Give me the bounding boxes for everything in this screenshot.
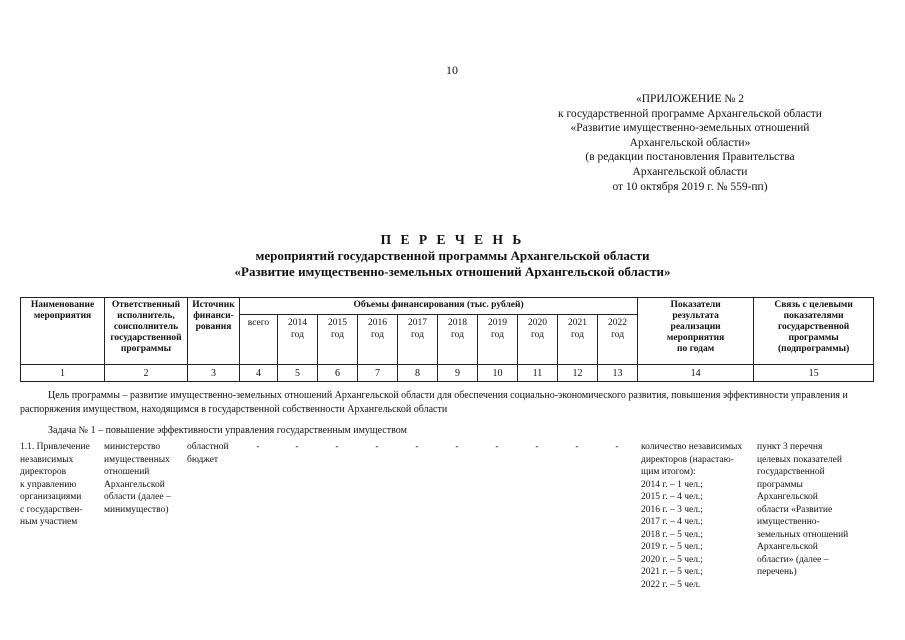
column-number: 13 [598,365,638,382]
column-number: 5 [278,365,318,382]
header-executor: Ответственный исполнитель, соисполнитель государственной программы [105,298,188,365]
program-goal: Цель программы – развитие имущественно-земельных отношений Архангельской области для обеспечения социально-экономического развития, повышения эффективности управления и распоряжения имуществом, находящимся в государственной собственности Архангельской области [20,390,848,415]
appendix-line: к государственной программе Архангельской области [558,107,822,120]
header-name: Наименование мероприятия [21,298,105,365]
measures-table [20,441,873,591]
value-cell: - [335,442,339,452]
header-year: 2016 год [358,315,398,365]
value-cell: - [295,442,299,452]
task-1: Задача № 1 – повышение эффективности управления государственным имуществом [48,425,407,436]
header-financing: Объемы финансирования (тыс. рублей) [240,298,638,315]
column-number-row [21,365,874,382]
column-number: 10 [478,365,518,382]
title-line-1: мероприятий государственной программы Архангельской области [255,248,650,263]
measure-executor: министерство имущественных отношений Архангельской области (далее – минимущество) [104,442,171,515]
column-number: 14 [638,365,754,382]
appendix-line: «Развитие имущественно-земельных отношений [570,122,810,135]
page-number: 10 [446,63,458,77]
measure-name: 1.1. Привлечение независимых директоров к управлению организациями с государствен- ным участием [20,442,90,527]
column-number: 2 [105,365,188,382]
value-cell: - [495,442,499,452]
header-year: 2018 год [438,315,478,365]
column-number: 1 [21,365,105,382]
column-number: 11 [518,365,558,382]
value-cell: - [375,442,379,452]
measure-link: пункт 3 перечня целевых показателей государственной программы Архангельской области «Развитие имущественно- земельных отношений Архангельской области» (далее – перечень) [757,442,849,577]
value-cell: - [615,442,619,452]
value-cell: - [535,442,539,452]
header-year: 2014 год [278,315,318,365]
appendix-line: Архангельской области [632,165,748,178]
table-row [20,441,873,591]
appendix-line: «ПРИЛОЖЕНИЕ № 2 [635,93,744,105]
appendix-line: Архангельской области» [629,136,751,149]
column-number: 9 [438,365,478,382]
measure-source: областной бюджет [187,442,229,465]
appendix-line: от 10 октября 2019 г. № 559-пп) [612,180,768,193]
header-source: Источник финанси- рования [188,298,240,365]
appendix-header [520,92,860,194]
column-number: 8 [398,365,438,382]
header-year: 2019 год [478,315,518,365]
appendix-line: (в редакции постановления Правительства [585,151,795,164]
value-cell: - [575,442,579,452]
column-number: 4 [240,365,278,382]
column-number: 3 [188,365,240,382]
measure-indicators: количество независимых директоров (нарастаю- щим итогом): 2014 г. – 1 чел.; 2015 г. – 4 чел.; 2016 г. – 3 чел.; 2017 г. – 4 чел.; 2018 г. – 5 чел.; 2019 г. – 5 чел.; 2020 г. – 5 чел.; 2021 г. – 5 чел.; 2022 г. – 5 чел. [641,442,743,590]
header-year: 2020 год [518,315,558,365]
header-indicators: Показатели результата реализации мероприятия по годам [638,298,754,365]
header-year: 2015 год [318,315,358,365]
column-number: 7 [358,365,398,382]
document-title [0,232,905,279]
column-number: 6 [318,365,358,382]
value-cell: - [256,442,260,452]
header-year: 2022 год [598,315,638,365]
value-cell: - [415,442,419,452]
title-main: П Е Р Е Ч Е Н Ь [380,232,525,247]
header-year: 2021 год [558,315,598,365]
header-table [20,297,874,382]
column-number: 12 [558,365,598,382]
header-year: 2017 год [398,315,438,365]
value-cell: - [455,442,459,452]
header-link: Связь с целевыми показателями государственной программы (подпрограммы) [754,298,874,365]
column-number: 15 [754,365,874,382]
header-total: всего [240,315,278,365]
title-line-2: «Развитие имущественно-земельных отношений Архангельской области» [234,263,671,279]
